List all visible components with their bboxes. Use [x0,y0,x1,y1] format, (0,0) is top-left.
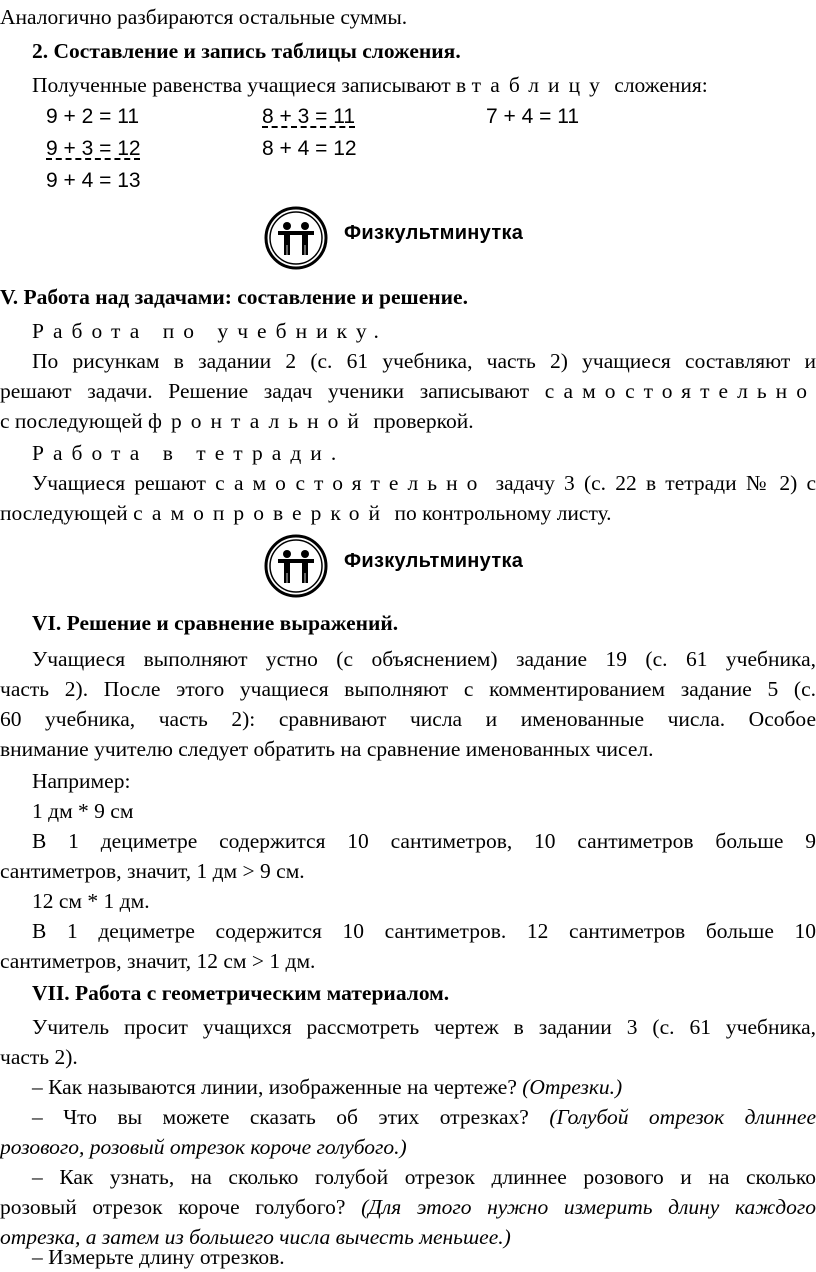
paragraph-line: Учитель просит учащихся рассмотреть чертеж в задании 3 (с. 61 учебника, [32,1015,816,1039]
paragraph-line: решают задачи. Решение задач ученики записывают самостоятельно [0,379,816,403]
equation: 9 + 4 = 13 [46,169,141,192]
paragraph-line: 12 см * 1 дм. [32,889,150,913]
equation: 8 + 4 = 12 [262,137,357,160]
subheading-spaced: Работа в тетради. [32,441,346,465]
paragraph-line: сантиметров, значит, 1 дм > 9 см. [0,859,305,883]
answer-italic: (Для этого нужно измерить длину каждого [361,1195,816,1219]
spaced-word: фронтальной [147,409,368,433]
paragraph-line: сантиметров, значит, 12 см > 1 дм. [0,949,316,973]
equation: 7 + 4 = 11 [486,105,580,128]
answer-italic: (Голубой отрезок длиннее [549,1105,816,1129]
equation-underlined: 8 + 3 = 11 [262,105,356,128]
paragraph-line: последующей самопроверкой по контрольному листу. [0,501,612,525]
question-line: – Измерьте длину отрезков. [32,1245,285,1269]
paragraph-line: внимание учителю следует обратить на сравнение именованных чисел. [0,737,654,761]
answer-italic: (Отрезки.) [522,1075,623,1099]
text-line: Аналогично разбираются остальные суммы. [0,5,408,29]
question-line: – Как называются линии, изображенные на чертеже? (Отрезки.) [32,1075,623,1099]
question-line: розовый отрезок короче голубого? (Для этого нужно измерить длину каждого [0,1195,816,1219]
section-heading-6: VI. Решение и сравнение выражений. [32,611,399,635]
fizkultminutka-label: Физкультминутка [344,550,524,572]
spaced-word: самостоятельно [215,471,487,495]
paragraph-line: В 1 дециметре содержится 10 сантиметров, 10 сантиметров больше 9 [32,829,816,853]
paragraph-line: с последующей фронтальной проверкой. [0,409,474,433]
fizkultminutka-block [264,534,554,598]
equation: 9 + 2 = 11 [46,105,140,128]
paragraph-line: По рисункам в задании 2 (с. 61 учебника, часть 2) учащиеся составляют и [32,349,816,373]
spaced-word: самопроверкой [133,501,390,525]
paragraph-line: Учащиеся выполняют устно (с объяснением) задание 19 (с. 61 учебника, [32,647,816,671]
paragraph-line: В 1 дециметре содержится 10 сантиметров. 12 сантиметров больше 10 [32,919,816,943]
paragraph-line: 60 учебника, часть 2): сравнивают числа и именованные числа. Особое [0,707,816,731]
subheading-spaced: Работа по учебнику. [32,319,388,343]
paragraph-line: Полученные равенства учащиеся записывают в таблицу сложения: [32,73,708,97]
paragraph-line: часть 2). После этого учащиеся выполняют с комментированием задание 5 (с. [0,677,816,701]
paragraph-line: Например: [32,769,131,793]
question-line: – Что вы можете сказать об этих отрезках? (Голубой отрезок длиннее [32,1105,816,1129]
exercising-people-icon [264,206,328,270]
paragraph-line: Учащиеся решают самостоятельно задачу 3 (с. 22 в тетради № 2) с [32,471,816,495]
answer-italic-line: отрезка, а затем из большего числа вычесть меньшее.) [0,1225,511,1249]
section-heading-5: V. Работа над задачами: составление и решение. [0,285,468,309]
exercising-people-icon [264,534,328,598]
answer-italic-line: розового, розовый отрезок короче голубого.) [0,1135,407,1159]
paragraph-line: часть 2). [0,1045,78,1069]
paragraph-line: 1 дм * 9 см [32,799,134,823]
section-heading-7: VII. Работа с геометрическим материалом. [32,981,450,1005]
fizkultminutka-label: Физкультминутка [344,222,524,244]
section-heading-2: 2. Составление и запись таблицы сложения. [32,39,461,63]
spaced-word: таблицу [471,73,609,97]
question-line: – Как узнать, на сколько голубой отрезок длиннее розового и на сколько [32,1165,816,1189]
spaced-word: самостоятельно [544,379,816,403]
fizkultminutka-block [264,206,554,270]
equation-underlined: 9 + 3 = 12 [46,137,141,160]
